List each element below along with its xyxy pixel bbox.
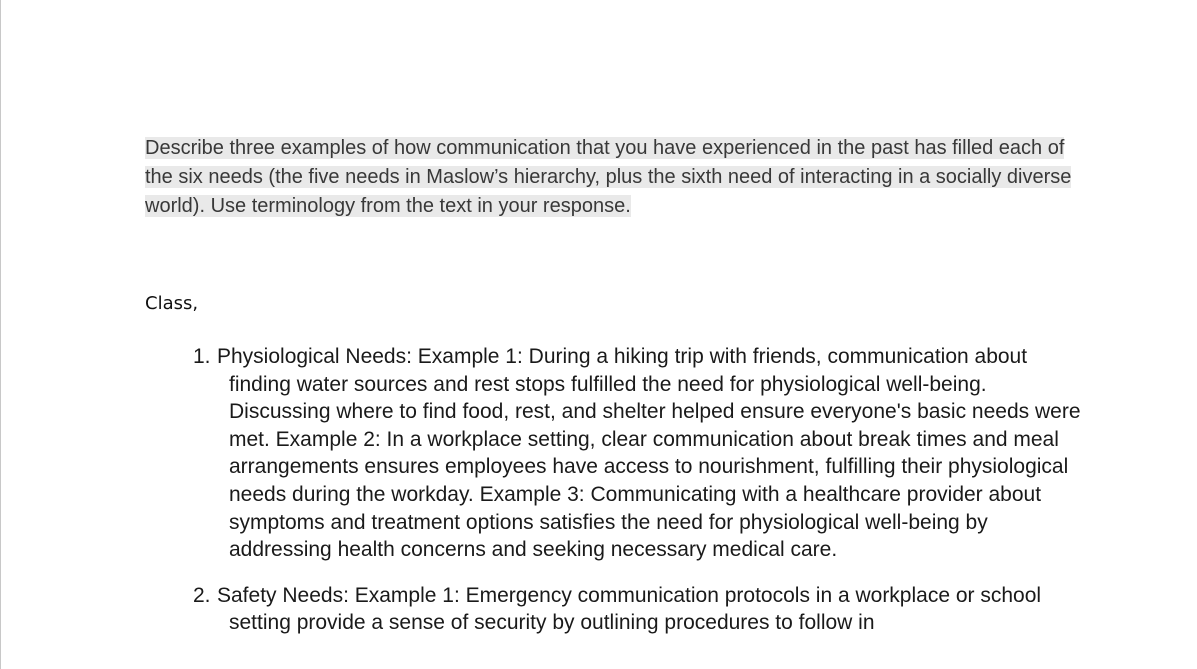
list-item [191,582,1081,637]
salutation: Class, [145,293,199,314]
assignment-prompt [145,134,1085,221]
prompt-text: Describe three examples of how communication that you have experienced in the past has filled each of the six needs (the five needs in Maslow’s hierarchy, plus the sixth need of interacting in a socially diverse world). Use terminology from the text in your response. [145,137,1072,217]
list-item-text: Physiological Needs: Example 1: During a hiking trip with friends, communication about finding water sources and rest stops fulfilled the need for physiological well-being. Discussing where to find food, rest, and shelter helped ensure everyone's basic needs were met. Example 2: In a workplace setting, clear communication about break times and meal arrangements ensures employees have access to nourishment, fulfilling their physiological needs during the workday. Example 3: Communicating with a healthcare provider about symptoms and treatment options satisfies the need for physiological well-being by addressing health concerns and seeking necessary medical care. [217,345,1081,562]
list-item-number: 1. [193,345,211,368]
list-item-number: 2. [193,583,211,607]
list-item-text: Safety Needs: Example 1: Emergency communication protocols in a workplace or school setting provide a sense of security by outlining procedures to follow in [217,583,1042,635]
list-item [191,343,1081,564]
needs-list [191,343,1081,655]
